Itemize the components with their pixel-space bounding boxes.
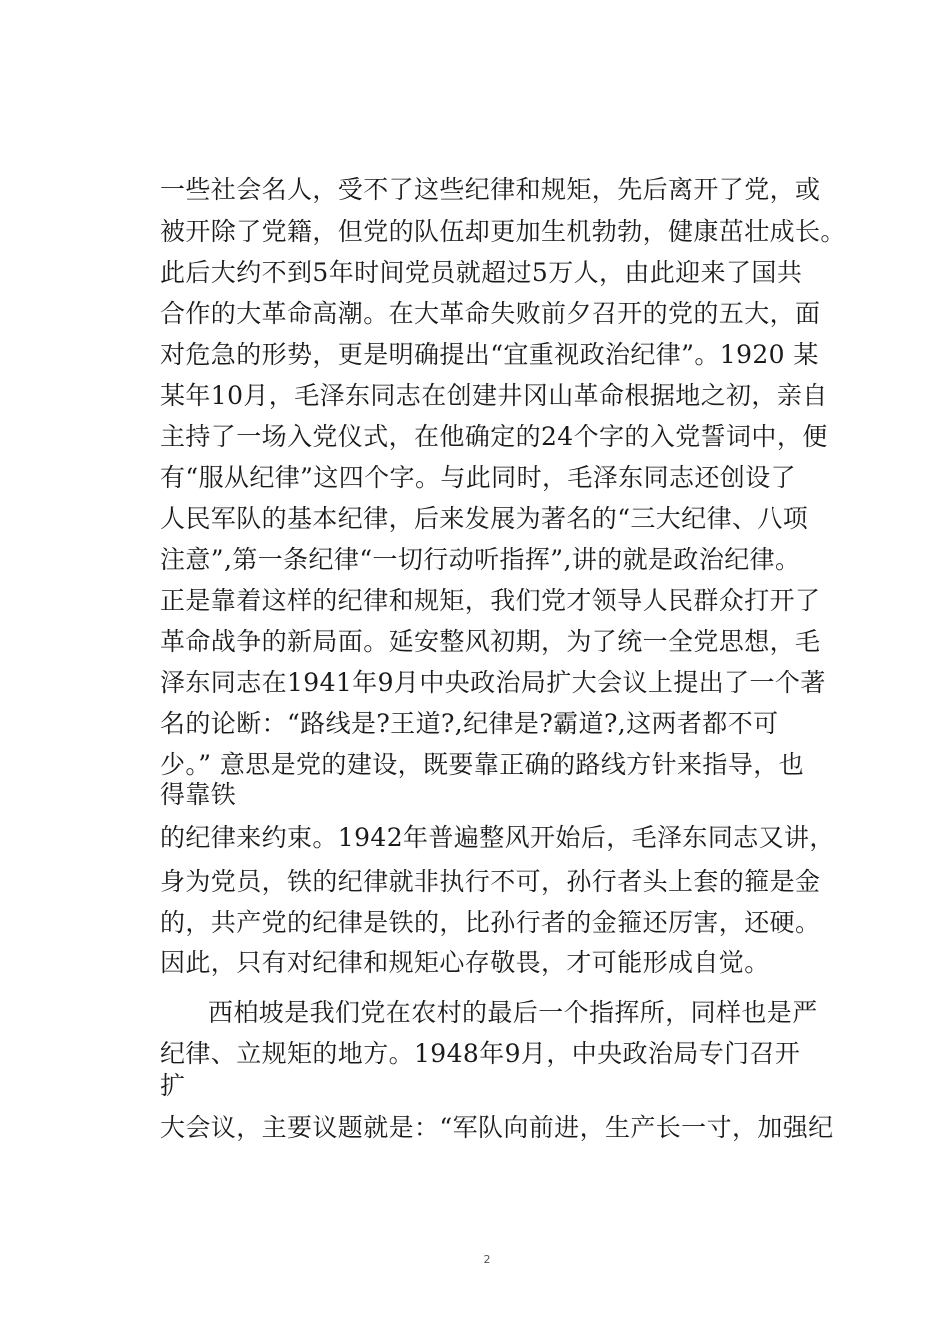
text-line: 少。” 意思是党的建设，既要靠正确的路线方针来指导，也 [160, 750, 805, 779]
paragraph-first-line: 西柏坡是我们党在农村的最后一个指挥所，同样也是严 [208, 998, 818, 1027]
text-line: 某年10月，毛泽东同志在创建井冈山革命根据地之初，亲自 [160, 381, 828, 410]
text-line: 合作的大革命高潮。在大革命失败前夕召开的党的五大，面 [160, 299, 821, 328]
text-line: 因此，只有对纪律和规矩心存敬畏，才可能形成自觉。 [160, 948, 770, 977]
text-line: 扩 [160, 1071, 186, 1100]
text-line: 身为党员，铁的纪律就非执行不可，孙行者头上套的箍是金 [160, 867, 821, 896]
text-line: 被开除了党籍，但党的队伍却更加生机勃勃，健康茁壮成长。 [160, 217, 846, 246]
text-line: 对危急的形势，更是明确提出“宜重视政治纪律”。1920 某 [160, 340, 819, 369]
text-line: 主持了一场入党仪式，在他确定的24个字的入党誓词中，便 [160, 422, 828, 451]
text-line: 正是靠着这样的纪律和规矩，我们党才领导人民群众打开了 [160, 586, 821, 615]
page-number: 2 [483, 1253, 491, 1266]
text-line: 人民军队的基本纪律，后来发展为著名的“三大纪律、八项 [160, 504, 809, 533]
text-line: 革命战争的新局面。延安整风初期，为了统一全党思想，毛 [160, 627, 821, 656]
text-line: 得靠铁 [160, 780, 237, 809]
text-line: 大会议，主要议题就是：“军队向前进，生产长一寸，加强纪 [160, 1113, 834, 1142]
text-line: 此后大约不到5年时间党员就超过5万人，由此迎来了国共 [160, 258, 803, 287]
text-line: 一些社会名人，受不了这些纪律和规矩，先后离开了党，或 [160, 175, 821, 204]
text-line: 名的论断：“路线是?王道?,纪律是?霸道?,这两者都不可 [160, 709, 779, 738]
text-line: 纪律、立规矩的地方。1948年9月，中央政治局专门召开 [160, 1039, 801, 1068]
text-line: 有“服从纪律”这四个字。与此同时，毛泽东同志还创设了 [160, 463, 796, 492]
text-line: 的，共产党的纪律是铁的，比孙行者的金箍还厉害，还硬。 [160, 908, 821, 937]
text-line: 泽东同志在1941年9月中央政治局扩大会议上提出了一个著 [160, 668, 826, 697]
text-line: 的纪律来约束。1942年普遍整风开始后，毛泽东同志又讲， [160, 823, 835, 852]
text-line: 注意”,第一条纪律“一切行动听指挥”,讲的就是政治纪律。 [160, 545, 801, 574]
